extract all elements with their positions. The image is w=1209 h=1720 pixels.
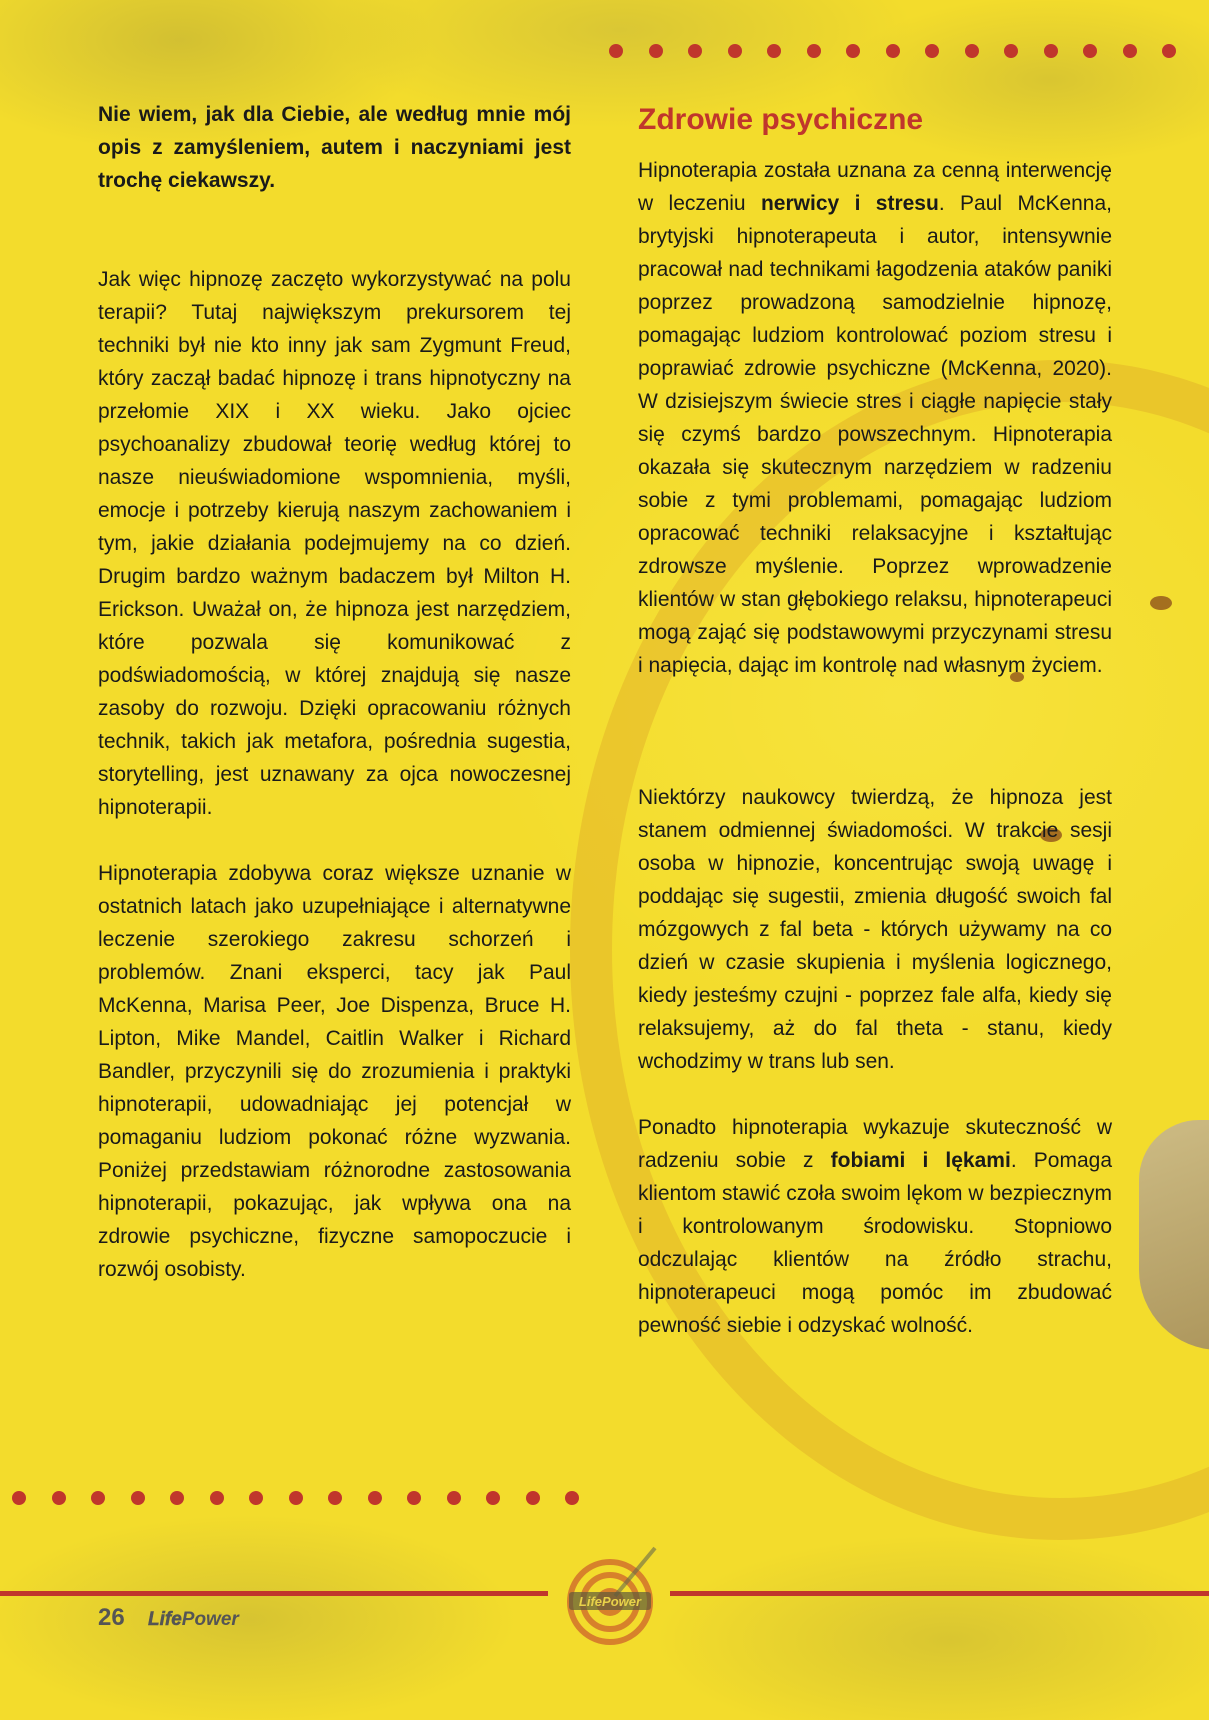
- bold-phrase: nerwicy i stresu: [760, 192, 939, 215]
- decorative-dot: [52, 1491, 66, 1505]
- decorative-dot: [368, 1491, 382, 1505]
- right-column: [638, 100, 1112, 1342]
- logo-text: LifePower: [578, 1594, 642, 1609]
- decorative-dot: [565, 1491, 579, 1505]
- paragraph: Ponadto hipnoterapia wykazuje skuteczność w radzeniu sobie z fobiami i lękami. Pomaga klientom stawić czoła swoim lękom w bezpiecznym i kontrolowanym środowisku. Stopniowo odczulając klientów na źródło strachu, hipnoterapeuci mogą pomóc im zbudować pewność siebie i odzyskać wolność.: [638, 1116, 1112, 1337]
- paragraph: Niektórzy naukowcy twierdzą, że hipnoza jest stanem odmiennej świadomości. W trakcie sesji osoba w hipnozie, koncentrując swoją uwagę i poddając się sugestii, zmienia długość swoich fal mózgowych z fal beta - których używamy na co dzień w czasie skupienia i myślenia logicznego, kiedy jesteśmy czujni - poprzez fale alfa, kiedy się relaksujemy, aż do fal theta - stanu, kiedy wchodzimy w trans lub sen.: [638, 786, 1112, 1073]
- decorative-dot: [688, 44, 702, 58]
- paragraph: Hipnoterapia zdobywa coraz większe uznanie w ostatnich latach jako uzupełniające i alternatywne leczenie szerokiego zakresu schorzeń i problemów. Znani eksperci, tacy jak Paul McKenna, Marisa Peer, Joe Dispenza, Bruce H. Lipton, Mike Mandel, Caitlin Walker i Richard Bandler, przyczynili się do zrozumienia i praktyki hipnoterapii, udowadniając jej potencjał w pomaganiu ludziom pokonać różne wyzwania. Poniżej przedstawiam różnorodne zastosowania hipnoterapii, pokazując, jak wpływa ona na zdrowie psychiczne, fizyczne samopoczucie i rozwój osobisty.: [98, 862, 571, 1281]
- decorative-dot: [965, 44, 979, 58]
- decorative-dot: [289, 1491, 303, 1505]
- paragraph: Jak więc hipnozę zaczęto wykorzystywać na polu terapii? Tutaj największym prekursorem tej techniki był nie kto inny jak sam Zygmunt Freud, który zaczął badać hipnozę i trans hipnotyczny na przełomie XIX i XX wieku. Jako ojciec psychoanalizy zbudował teorię według której to nasze nieuświadomione wspomnienia, myśli, emocje i potrzeby kierują naszym zachowaniem i tym, jakie działania podejmujemy na co dzień. Drugim bardzo ważnym badaczem był Milton H. Erickson. Uważał on, że hipnoza jest narzędziem, które pozwala się komunikować z podświadomością, w której znajdują się nasze zasoby do rozwoju. Dzięki opracowaniu różnych technik, takich jak metafora, pośrednia sugestia, storytelling, jest uznawany za ojca nowoczesnej hipnoterapii.: [98, 268, 571, 819]
- footer-rule-right: [670, 1591, 1209, 1596]
- decorative-dot: [1123, 44, 1137, 58]
- decorative-dot: [767, 44, 781, 58]
- decorative-dot: [131, 1491, 145, 1505]
- decorative-dot: [886, 44, 900, 58]
- footer-rule-left: [0, 1591, 548, 1596]
- decorative-dot: [1004, 44, 1018, 58]
- decorative-dot: [170, 1491, 184, 1505]
- decorative-dot: [12, 1491, 26, 1505]
- decorative-dot: [925, 44, 939, 58]
- decorative-dot: [1044, 44, 1058, 58]
- bee-icon: [1150, 596, 1172, 610]
- decorative-dot: [210, 1491, 224, 1505]
- decorative-dot: [486, 1491, 500, 1505]
- decorative-dot: [846, 44, 860, 58]
- decorative-dot: [609, 44, 623, 58]
- left-column: [98, 98, 571, 1286]
- bold-phrase: fobiami i lękami: [830, 1149, 1011, 1172]
- target-pen-logo-icon: [555, 1540, 665, 1650]
- decorative-dot: [649, 44, 663, 58]
- decorative-dot: [91, 1491, 105, 1505]
- decorative-dot: [526, 1491, 540, 1505]
- section-heading: Zdrowie psychiczne: [638, 103, 924, 136]
- decorative-dot: [328, 1491, 342, 1505]
- brand-name: LifePower: [148, 1609, 239, 1630]
- decorative-dot: [807, 44, 821, 58]
- decorative-dot: [249, 1491, 263, 1505]
- decorative-dot: [447, 1491, 461, 1505]
- decorative-dot: [1083, 44, 1097, 58]
- paragraph: Hipnoterapia została uznana za cenną interwencję w leczeniu nerwicy i stresu. Paul McKenna, brytyjski hipnoterapeuta i autor, intensywnie pracował nad technikami łagodzenia ataków paniki poprzez prowadzoną samodzielnie hipnozę, pomagając ludziom kontrolować poziom stresu i poprawiać zdrowie psychiczne (McKenna, 2020). W dzisiejszym świecie stres i ciągłe napięcie stały się czymś bardzo powszechnym. Hipnoterapia okazała się skutecznym narzędziem w radzeniu sobie z tymi problemami, pomagając ludziom opracować techniki relaksacyjne i kształtując zdrowsze myślenie. Poprzez wprowadzenie klientów w stan głębokiego relaksu, hipnoterapeuci mogą zająć się podstawowymi przyczynami stresu i napięcia, dając im kontrolę nad własnym życiem.: [638, 159, 1113, 677]
- decorative-dot: [407, 1491, 421, 1505]
- decorative-dot: [728, 44, 742, 58]
- page-number: 26: [98, 1604, 125, 1631]
- bottom-dot-row: [12, 1491, 579, 1505]
- lead-paragraph: Nie wiem, jak dla Ciebie, ale według mnie mój opis z zamyśleniem, autem i naczyniami jest trochę ciekawszy.: [98, 103, 571, 192]
- decorative-dot: [1162, 44, 1176, 58]
- top-dot-row: [609, 44, 1176, 58]
